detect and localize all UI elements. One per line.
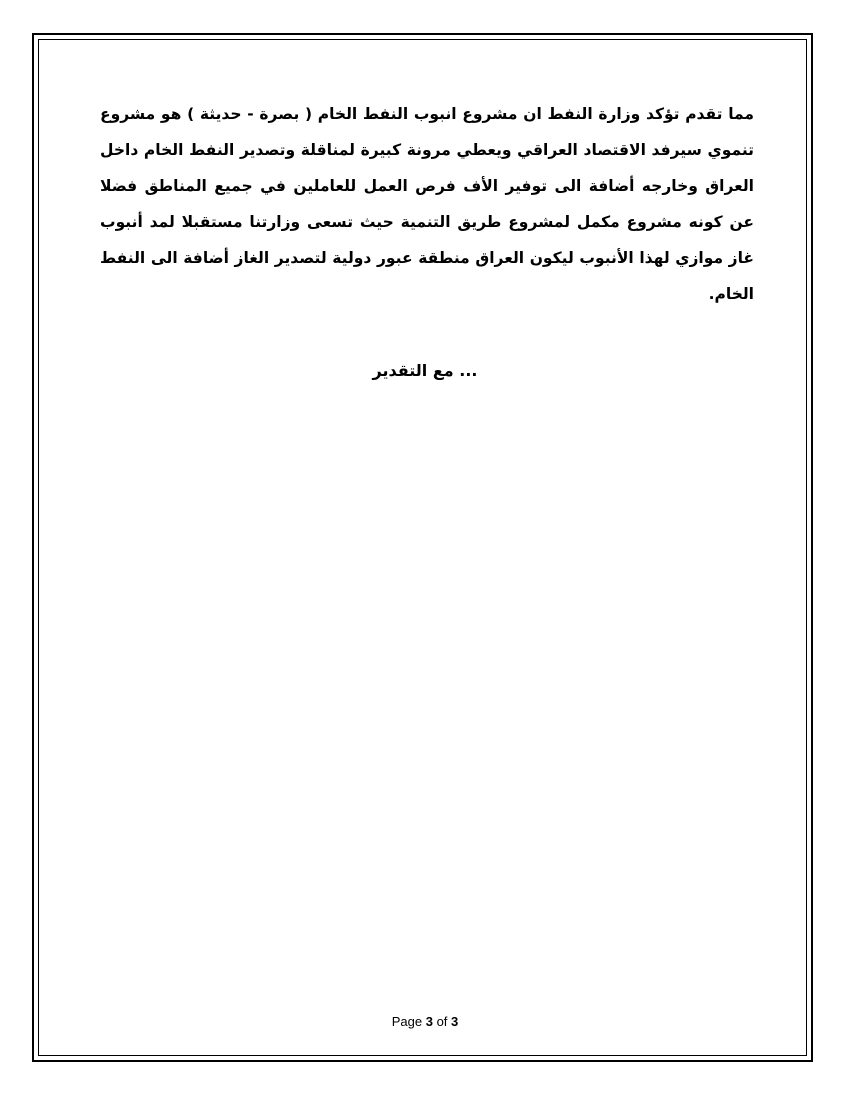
footer-page-word: Page — [391, 1014, 423, 1029]
closing-line: ... مع التقدير — [372, 361, 478, 380]
footer-of-word: of — [436, 1014, 448, 1029]
body-paragraph: مما تقدم تؤكد وزارة النفط ان مشروع انبوب النفط الخام ( بصرة - حديثة ) هو مشروع تنموي سيرفد الاقتصاد العراقي ويعطي مرونة كبيرة لمناقلة وتصدير النفط الخام داخل العراق وخارجه أضافة الى توفير الأف فرص العمل للعاملين في جميع المناطق فضلا عن كونه مشروع مكمل لمشروع طريق التنمية حيث تسعى وزارتنا مستقبلا لمد أنبوب غاز موازي لهذا الأنبوب ليكون العراق منطقة عبور دولية لتصدير الغاز أضافة الى النفط الخام. — [100, 105, 754, 303]
page-footer — [0, 1013, 850, 1031]
footer-total-pages: 3 — [451, 1014, 459, 1029]
footer-current-page: 3 — [425, 1014, 433, 1029]
